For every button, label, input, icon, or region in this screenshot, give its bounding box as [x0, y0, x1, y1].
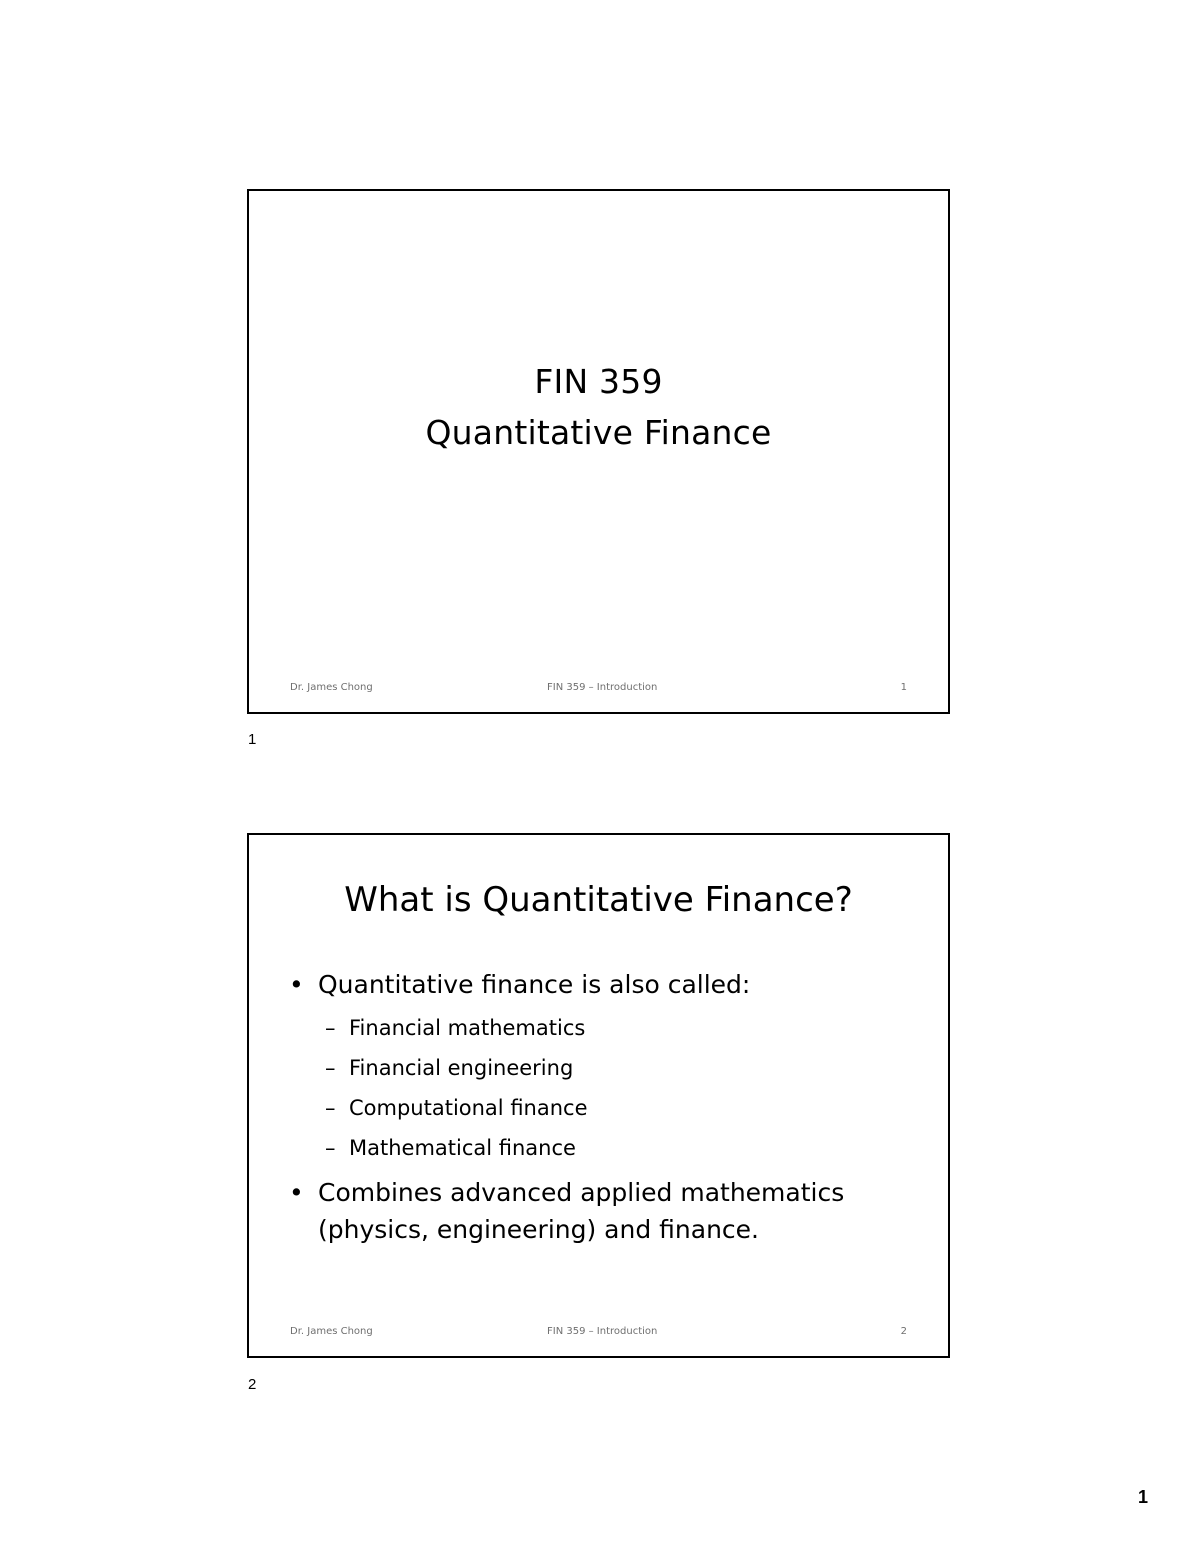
sub-bullet-item: [289, 1048, 929, 1088]
sub-bullet-item: [289, 1128, 929, 1168]
slide-1: [247, 189, 950, 714]
slide-1-title-line-2: Quantitative Finance: [425, 413, 772, 452]
slide-2-footer-slide-number: 2: [900, 1326, 907, 1337]
sub-bullet-symbol: –: [325, 1096, 336, 1120]
slide-1-footer-course: FIN 359 – Introduction: [547, 682, 658, 693]
slide-2-footer: [249, 1326, 948, 1340]
slide-1-footer-slide-number: 1: [900, 682, 907, 693]
slide-2: [247, 833, 950, 1358]
slide-2-footer-course: FIN 359 – Introduction: [547, 1326, 658, 1337]
bullet-text: Quantitative finance is also called:: [318, 970, 751, 999]
page-number: 1: [1137, 1487, 1148, 1507]
sub-bullet-symbol: –: [325, 1016, 336, 1040]
bullet-item: [289, 1174, 929, 1248]
slide-1-title-line-1: FIN 359: [534, 362, 663, 401]
sub-bullet-item: [289, 1088, 929, 1128]
bullet-symbol: •: [289, 970, 304, 999]
slide-1-footer: [249, 682, 948, 696]
sub-bullet-list: [289, 1008, 929, 1168]
sub-bullet-symbol: –: [325, 1136, 336, 1160]
bullet-symbol: •: [289, 1178, 304, 1207]
sub-bullet-text: Mathematical finance: [349, 1136, 576, 1160]
slide-2-heading: What is Quantitative Finance?: [344, 880, 853, 920]
sub-bullet-text: Financial engineering: [349, 1056, 574, 1080]
slide-2-bullet-list: [289, 966, 929, 1248]
slide-1-title: [249, 356, 948, 458]
sub-bullet-text: Computational finance: [349, 1096, 588, 1120]
sub-bullet-item: [289, 1008, 929, 1048]
slide-2-label: 2: [248, 1376, 257, 1393]
sub-bullet-text: Financial mathematics: [349, 1016, 586, 1040]
bullet-text: Combines advanced applied mathematics (physics, engineering) and finance.: [318, 1178, 845, 1244]
bullet-item: [289, 966, 929, 1003]
slide-1-label: 1: [248, 731, 257, 748]
slide-2-footer-author: Dr. James Chong: [290, 1326, 373, 1337]
slide-1-footer-author: Dr. James Chong: [290, 682, 373, 693]
sub-bullet-symbol: –: [325, 1056, 336, 1080]
